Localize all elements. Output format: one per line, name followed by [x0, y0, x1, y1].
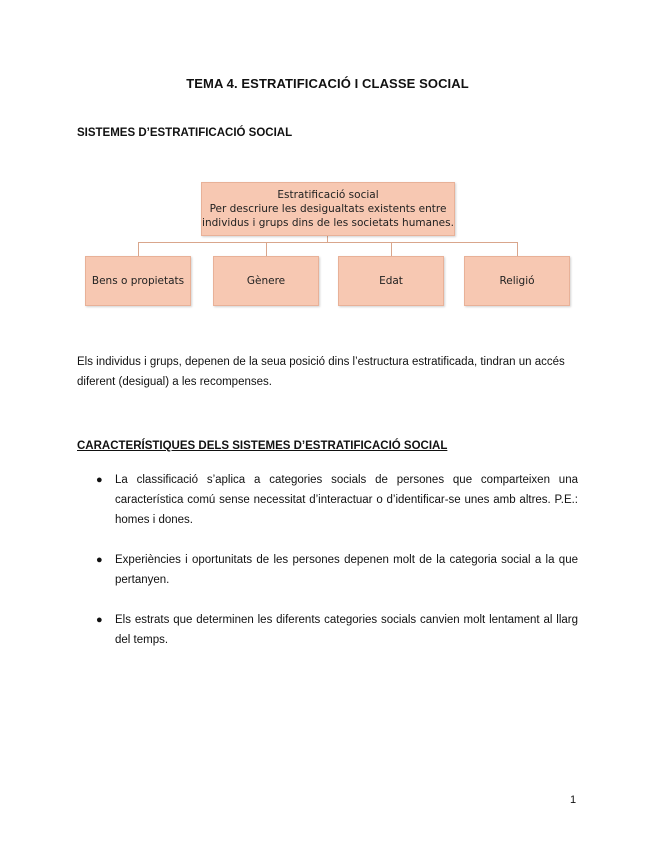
- section-heading-characteristics: CARACTERÍSTIQUES DELS SISTEMES D’ESTRATIFICACIÓ SOCIAL: [77, 440, 448, 452]
- diagram-node-gender: Gènere: [213, 256, 319, 306]
- diagram-node-age: Edat: [338, 256, 444, 306]
- list-item-text: Experiències i oportunitats de les persones depenen molt de la categoria social a la que pertanyen.: [115, 554, 578, 586]
- characteristics-list: [96, 470, 578, 650]
- diagram-connector: [138, 242, 518, 243]
- diagram-root-node: [201, 182, 455, 236]
- diagram-node-religion: Religió: [464, 256, 570, 306]
- bullet-icon: ●: [96, 474, 103, 486]
- stratification-diagram: [80, 180, 580, 310]
- document-title: TEMA 4. ESTRATIFICACIÓ I CLASSE SOCIAL: [186, 76, 469, 91]
- diagram-node-property: Bens o propietats: [85, 256, 191, 306]
- body-paragraph: Els individus i grups, depenen de la seua posició dins l’estructura estratificada, tindran un accés diferent (desigual) a les recompenses.: [77, 356, 565, 388]
- root-node-title: Estratificació social: [277, 189, 379, 201]
- root-node-description-line: individus i grups dins de les societats humanes.: [202, 217, 454, 229]
- diagram-connector: [391, 242, 392, 256]
- list-item: [96, 470, 578, 530]
- list-item-text: Els estrats que determinen les diferents categories socials canvien molt lentament al llarg del temps.: [115, 614, 578, 646]
- list-item: [96, 610, 578, 650]
- list-item-text: La classificació s’aplica a categories socials de persones que comparteixen una característica comú sense necessitat d’interactuar o d’identificar-se unes amb altres. P.E.: homes i dones.: [115, 474, 578, 526]
- bullet-icon: ●: [96, 614, 103, 626]
- diagram-connector: [138, 242, 139, 256]
- diagram-connector: [266, 242, 267, 256]
- page-number: 1: [570, 794, 577, 806]
- diagram-connector: [517, 242, 518, 256]
- list-item: [96, 550, 578, 590]
- bullet-icon: ●: [96, 554, 103, 566]
- section-heading-stratification-systems: SISTEMES D’ESTRATIFICACIÓ SOCIAL: [77, 127, 293, 139]
- root-node-description-line: Per descriure les desigualtats existents entre: [209, 203, 447, 215]
